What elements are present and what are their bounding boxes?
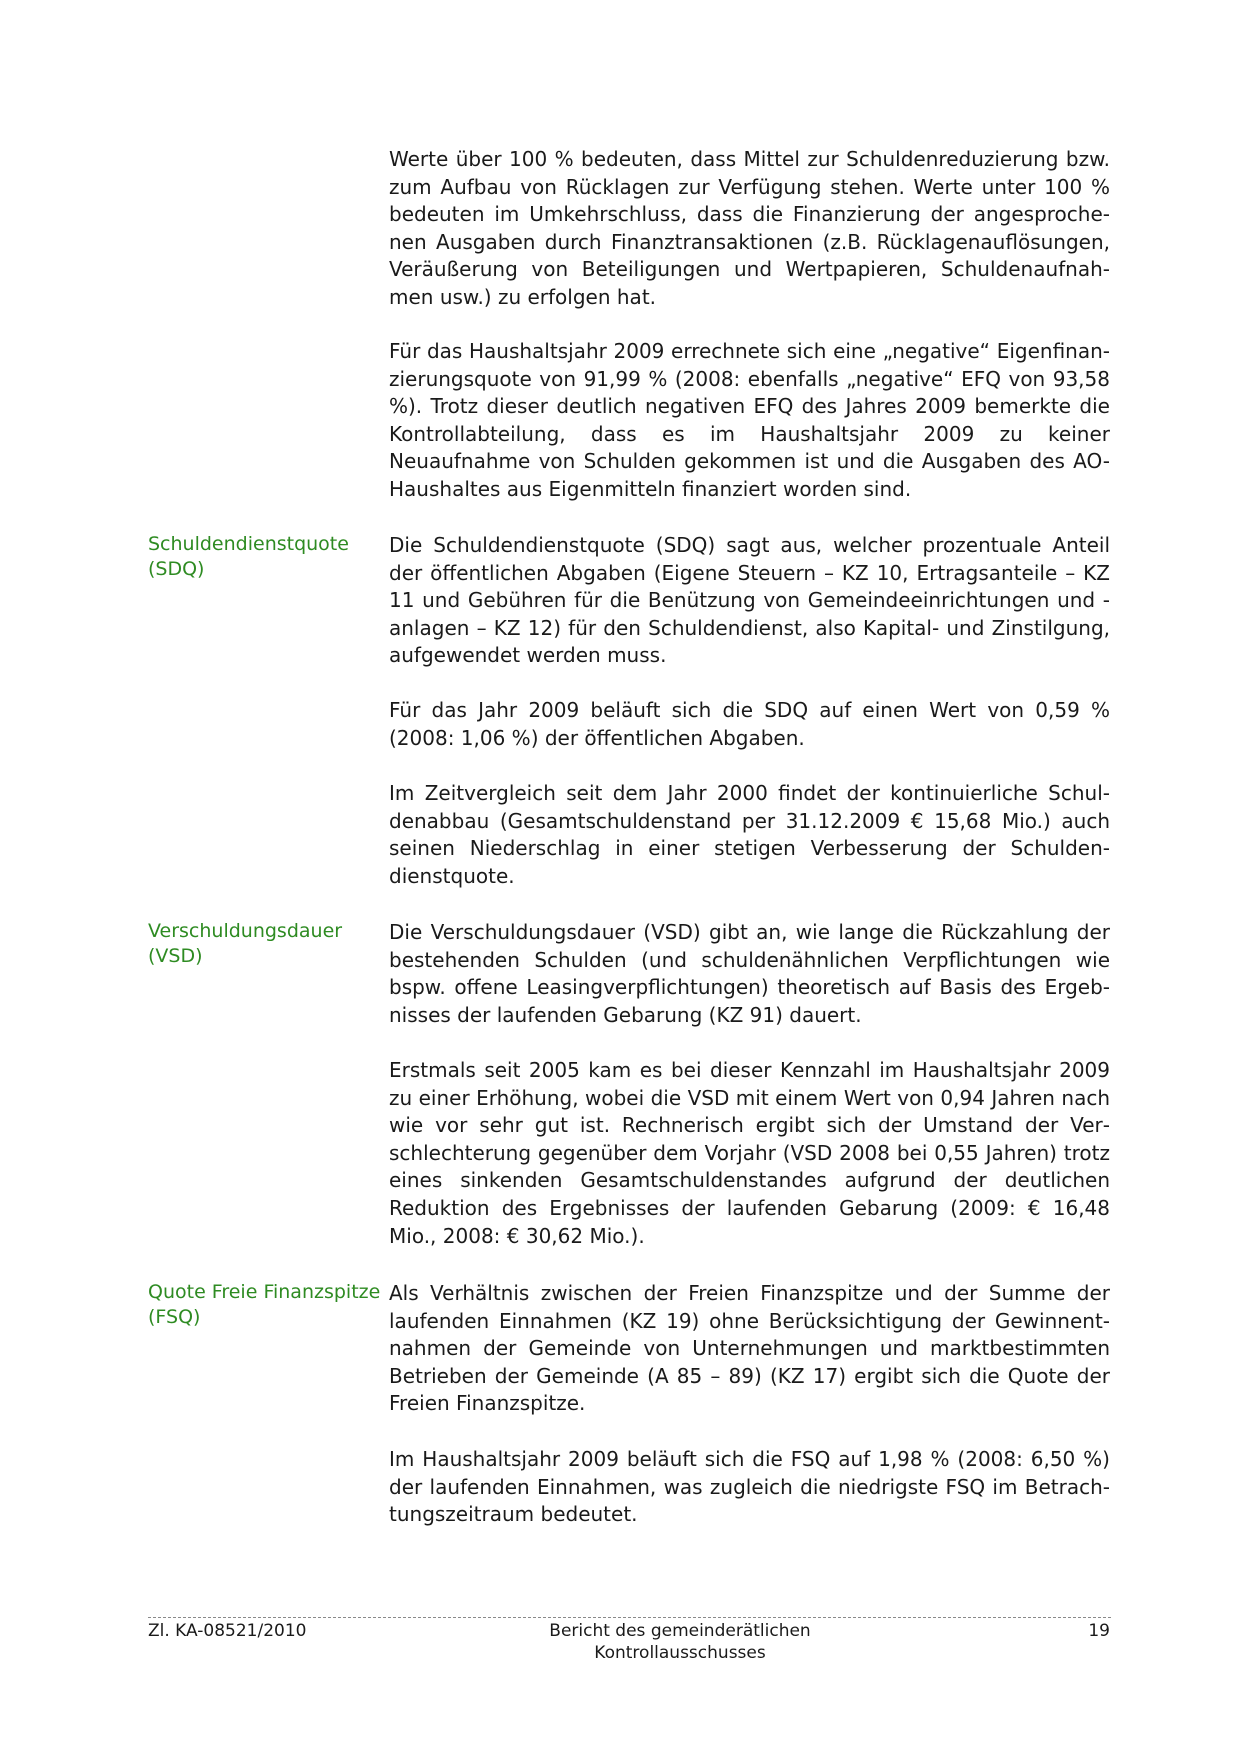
footer-title: Bericht des gemeinderätlichen Kontrollausschusses xyxy=(549,1621,811,1663)
paragraph-fsq-2009: Im Haushaltsjahr 2009 beläuft sich die FSQ auf 1,98 % (2008: 6,50 %) der laufenden Einnahmen, was zugleich die niedrigste FSQ im Betrachtungszeitraum bedeutet. xyxy=(389,1447,1110,1527)
side-label-fsq-abbr: (FSQ) xyxy=(148,1306,201,1328)
side-label-fsq xyxy=(148,1280,388,1330)
side-label-sdq-title: Schuldendienstquote xyxy=(148,533,349,555)
footer-divider xyxy=(148,1617,1111,1618)
side-label-vsd-title: Verschuldungsdauer xyxy=(148,920,343,942)
paragraph-fsq-definition: Als Verhältnis zwischen der Freien Finanzspitze und der Summe der laufenden Einnahmen (KZ 19) ohne Berücksichtigung der Gewinnentnahmen der Gemeinde von Unternehmungen und marktbestimmten Betrieben der Gemeinde (A 85 – 89) (KZ 17) ergibt sich die Quote der Freien Finanzspitze. xyxy=(389,1281,1110,1416)
side-label-fsq-title: Quote Freie Finanzspitze xyxy=(148,1281,381,1303)
side-label-sdq xyxy=(148,532,388,582)
paragraph-sdq-trend: Im Zeitvergleich seit dem Jahr 2000 findet der kontinuierliche Schuldenabbau (Gesamtschuldenstand per 31.12.2009 € 15,68 Mio.) auch seinen Niederschlag in einer stetigen Verbesserung der Schuldendienstquote. xyxy=(389,781,1110,888)
paragraph-efq-explanation: Werte über 100 % bedeuten, dass Mittel zur Schuldenreduzierung bzw. zum Aufbau von Rücklagen zur Verfügung stehen. Werte unter 100 % bedeuten im Umkehrschluss, dass die Finanzierung der angesprochenen Ausgaben durch Finanztransaktionen (z.B. Rücklagenauflösungen, Veräußerung von Beteiligungen und Wertpapieren, Schuldenaufnahmen usw.) zu erfolgen hat. xyxy=(389,147,1110,309)
paragraph-efq-2009: Für das Haushaltsjahr 2009 errechnete sich eine „negative“ Eigenfinanzierungsquote von 91,99 % (2008: ebenfalls „negative“ EFQ von 93,58 %). Trotz dieser deutlich negativen EFQ des Jahres 2009 bemerkte die Kontrollabteilung, dass es im Haushaltsjahr 2009 zu keiner Neuaufnahme von Schulden gekommen ist und die Ausgaben des AO-Haushaltes aus Eigenmitteln finanziert worden sind. xyxy=(389,339,1110,501)
paragraph-sdq-2009: Für das Jahr 2009 beläuft sich die SDQ auf einen Wert von 0,59 % (2008: 1,06 %) der öffentlichen Abgaben. xyxy=(389,698,1110,750)
side-label-vsd xyxy=(148,919,388,969)
paragraph-sdq-definition: Die Schuldendienstquote (SDQ) sagt aus, welcher prozentuale Anteil der öffentlichen Abgaben (Eigene Steuern – KZ 10, Ertragsanteile – KZ 11 und Gebühren für die Benützung von Gemeindeeinrichtungen und -anlagen – KZ 12) für den Schuldendienst, also Kapital- und Zinstilgung, aufgewendet werden muss. xyxy=(389,533,1110,668)
side-label-vsd-abbr: (VSD) xyxy=(148,945,203,967)
side-label-sdq-abbr: (SDQ) xyxy=(148,558,205,580)
footer-reference: Zl. KA-08521/2010 xyxy=(148,1621,307,1641)
paragraph-vsd-2009: Erstmals seit 2005 kam es bei dieser Kennzahl im Haushaltsjahr 2009 zu einer Erhöhung, wobei die VSD mit einem Wert von 0,94 Jahren nach wie vor sehr gut ist. Rechnerisch ergibt sich der Umstand der Verschlechterung gegenüber dem Vorjahr (VSD 2008 bei 0,55 Jahren) trotz eines sinkenden Gesamtschuldenstandes aufgrund der deutlichen Reduktion des Ergebnisses der laufenden Gebarung (2009: € 16,48 Mio., 2008: € 30,62 Mio.). xyxy=(389,1058,1110,1248)
paragraph-vsd-definition: Die Verschuldungsdauer (VSD) gibt an, wie lange die Rückzahlung der bestehenden Schulden (und schuldenähnlichen Verpflichtungen wie bspw. offene Leasingverpflichtungen) theoretisch auf Basis des Ergebnisses der laufenden Gebarung (KZ 91) dauert. xyxy=(389,920,1110,1027)
page-number: 19 xyxy=(1088,1621,1110,1641)
